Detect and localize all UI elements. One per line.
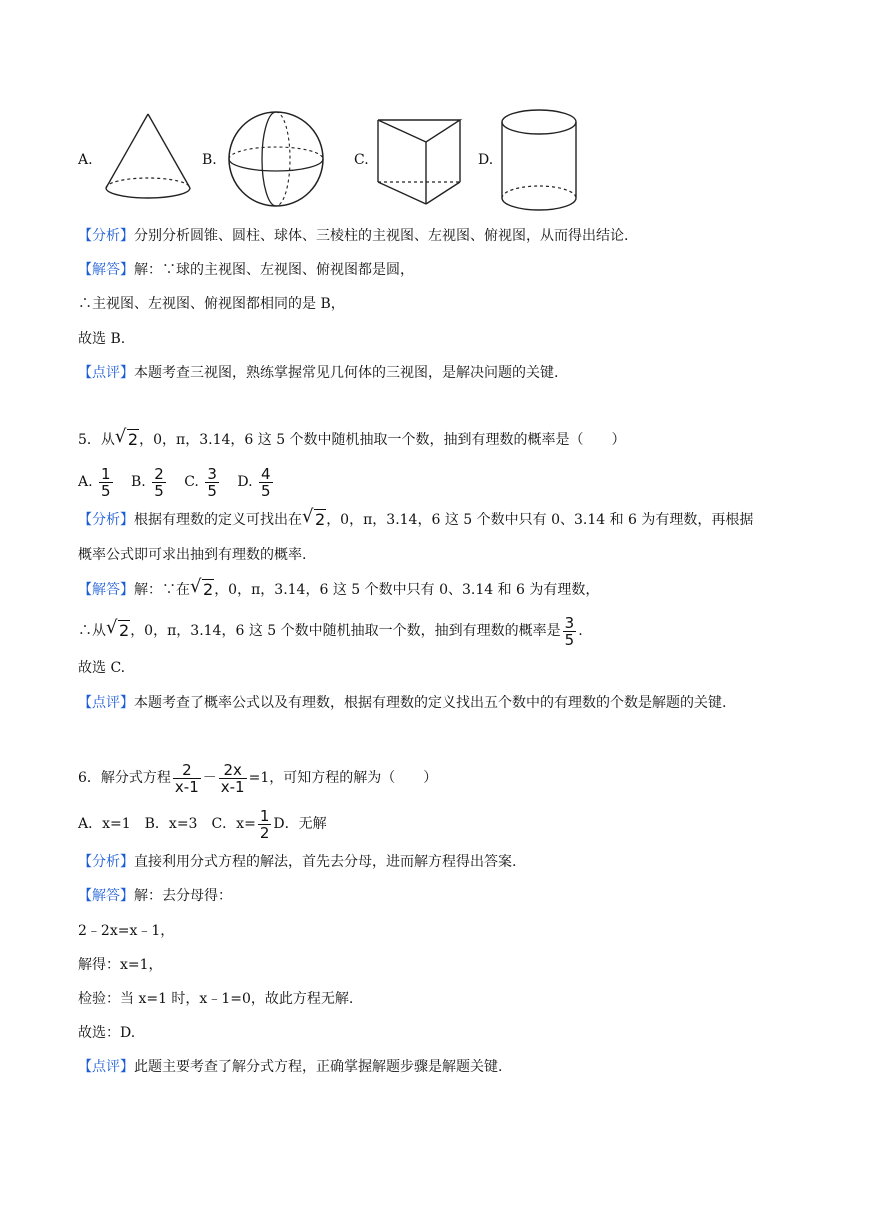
- q6-analysis-text: 直接利用分式方程的解法，首先去分母，进而解方程得出答案.: [134, 854, 517, 870]
- q6-answer-line5: 故选：D.: [78, 1025, 136, 1041]
- analysis-tag: 【分析】: [78, 512, 134, 528]
- q5-stem-end: ，0，π，3.14，6 这 5 个数中随机抽取一个数，抽到有理数的概率是（ ）: [139, 432, 626, 448]
- fraction-3-5: $\frac{3}{5}$: [564, 613, 575, 649]
- answer-tag: 【解答】: [78, 582, 134, 598]
- q5-answer2-mid: ，0，π，3.14，6 这 5 个数中随机抽取一个数，抽到有理数的概率是: [130, 623, 561, 639]
- fraction-3-5: $\frac{3}{5}$: [207, 464, 217, 500]
- q5-comment-text: 本题考查了概率公式以及有理数，根据有理数的定义找出五个数中的有理数的个数是解题的关键.: [134, 695, 727, 711]
- answer-tag: 【解答】: [78, 262, 134, 278]
- q5-option-a: A.: [78, 474, 93, 490]
- q5-analysis-line2: 概率公式即可求出抽到有理数的概率.: [78, 547, 307, 563]
- q5-answer-line3: 故选 C.: [78, 660, 126, 676]
- q6-stem-end: =1，可知方程的解为（ ）: [248, 770, 438, 786]
- q5-stem-start: 5．从: [78, 432, 115, 448]
- q6-answer: [78, 886, 232, 906]
- comment-tag: 【点评】: [78, 365, 134, 381]
- cylinder-figure: [498, 106, 580, 216]
- option-d-label: D.: [478, 152, 494, 168]
- cone-figure: [100, 110, 196, 205]
- q6-answer-line4: 检验：当 x=1 时，x﹣1=0，故此方程无解.: [78, 991, 354, 1007]
- q6-stem-start: 6．解分式方程: [78, 770, 171, 786]
- analysis-tag: 【分析】: [78, 854, 134, 870]
- q4-answer: [78, 260, 414, 280]
- sqrt-2: √ 2: [114, 426, 139, 449]
- triangular-prism-figure: [374, 112, 466, 208]
- q5-answer: [78, 576, 600, 600]
- q5-answer-end: ，0，π，3.14，6 这 5 个数中只有 0、3.14 和 6 为有理数，: [214, 582, 600, 598]
- q6-options-abc: A．x=1 B．x=3 C．x=: [78, 816, 256, 832]
- q4-comment: [78, 363, 558, 383]
- q4-analysis-text: 分别分析圆锥、圆柱、球体、三棱柱的主视图、左视图、俯视图，从而得出结论.: [134, 228, 629, 244]
- q6-answer-line2: 2﹣2x=x﹣1，: [78, 923, 175, 939]
- q5-answer-line2: [78, 614, 583, 648]
- q5-comment: [78, 693, 726, 713]
- q6-comment: [78, 1057, 502, 1077]
- sqrt-2: √ 2: [302, 506, 326, 529]
- minus-sign: －: [202, 770, 217, 786]
- q4-answer-line2: ∴主视图、左视图、俯视图都相同的是 B，: [78, 296, 345, 312]
- q6-option-d: D．无解: [273, 816, 327, 832]
- q6-stem: [78, 758, 437, 798]
- q5-stem: [78, 426, 626, 450]
- option-c-label: C.: [354, 152, 369, 168]
- q5-option-b: B.: [131, 474, 146, 490]
- fraction-1-5: $\frac{1}{5}$: [101, 464, 111, 500]
- q5-analysis-end: ，0，π，3.14，6 这 5 个数中只有 0、3.14 和 6 为有理数，再根据: [326, 512, 754, 528]
- q5-option-d: D.: [237, 474, 253, 490]
- option-a-label: A.: [78, 152, 93, 168]
- q5-analysis-start: 根据有理数的定义可找出在: [134, 512, 302, 528]
- q6-analysis: [78, 852, 516, 872]
- q4-answer-line3: 故选 B.: [78, 331, 126, 347]
- comment-tag: 【点评】: [78, 695, 134, 711]
- q6-options: [78, 804, 327, 844]
- analysis-tag: 【分析】: [78, 228, 134, 244]
- q6-comment-text: 此题主要考查了解分式方程，正确掌握解题步骤是解题关键.: [134, 1059, 503, 1075]
- comment-tag: 【点评】: [78, 1059, 134, 1075]
- fraction-1-2: $\frac{1}{2}$: [259, 806, 270, 842]
- q5-options: [78, 462, 275, 502]
- q5-answer2-start: ∴从: [78, 623, 106, 639]
- answer-tag: 【解答】: [78, 888, 134, 904]
- fraction-2x-over-x-1: $\frac{2x}{x-1}$: [220, 760, 245, 796]
- sphere-figure: [226, 108, 326, 210]
- q6-answer-line1: 解：去分母得：: [134, 888, 232, 904]
- q5-answer-start: 解：∵在: [134, 582, 190, 598]
- q5-answer2-end: .: [578, 623, 583, 639]
- q5-analysis: [78, 506, 754, 530]
- q6-answer-line3: 解得：x=1，: [78, 957, 163, 973]
- fraction-2-over-x-1: $\frac{2}{x-1}$: [174, 760, 199, 796]
- fraction-2-5: $\frac{2}{5}$: [154, 464, 164, 500]
- q4-answer-line1: 解：∵球的主视图、左视图、俯视图都是圆，: [134, 262, 414, 278]
- fraction-4-5: $\frac{4}{5}$: [260, 464, 271, 500]
- q4-analysis: [78, 226, 628, 246]
- q4-comment-text: 本题考查三视图，熟练掌握常见几何体的三视图，是解决问题的关键.: [134, 365, 559, 381]
- sqrt-2: √ 2: [106, 617, 130, 640]
- q5-option-c: C.: [184, 474, 199, 490]
- sqrt-2: √ 2: [190, 576, 214, 599]
- option-b-label: B.: [202, 152, 217, 168]
